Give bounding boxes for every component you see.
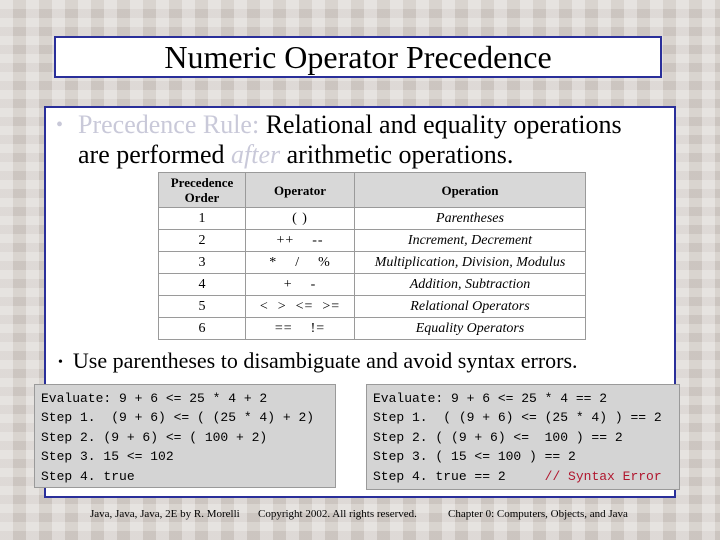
operation-cell: Multiplication, Division, Modulus [355,252,586,274]
operation-cell: Increment, Decrement [355,230,586,252]
evaluation-example-right [366,384,680,490]
rule-emphasis: after [231,140,281,169]
order-cell: 4 [159,274,246,296]
rule-text-b: are performed [78,140,232,169]
table-row [159,318,586,340]
footer-left: Java, Java, Java, 2E by R. Morelli [90,508,240,520]
header-operation: Operation [355,173,586,208]
precedence-table [158,172,586,340]
order-cell: 2 [159,230,246,252]
eval-last-step: Step 4. true == 2 [373,468,506,484]
operation-cell: Parentheses [355,208,586,230]
eval-line: Evaluate: 9 + 6 <= 25 * 4 + 2 [41,391,268,406]
table-row [159,274,586,296]
bullet-parentheses-text: Use parentheses to disambiguate and avoid syntax errors. [72,348,578,373]
operation-cell: Relational Operators [355,296,586,318]
operator-cell: * / % [246,252,355,274]
bullet-dot-icon: • [58,354,63,370]
table-row [159,230,586,252]
table-row [159,208,586,230]
bullet-dot-icon: • [56,114,64,136]
order-cell: 1 [159,208,246,230]
table-row [159,252,586,274]
evaluation-example-left [34,384,336,488]
operator-cell: == != [246,318,355,340]
order-cell: 3 [159,252,246,274]
eval-line: Step 1. (9 + 6) <= ( (25 * 4) + 2) [41,410,315,426]
eval-line: Step 2. ( (9 + 6) <= 100 ) == 2 [373,429,623,445]
eval-line: Step 3. 15 <= 102 [41,449,174,465]
bullet-parentheses [58,348,578,374]
order-cell: 5 [159,296,246,318]
header-order: Precedence Order [159,173,246,208]
syntax-error-comment: // Syntax Error [544,468,662,484]
operation-cell: Equality Operators [355,318,586,340]
footer-right: Chapter 0: Computers, Objects, and Java [448,508,628,520]
rule-text-a: Relational and equality operations [259,110,622,139]
operator-cell: + - [246,274,355,296]
operation-cell: Addition, Subtraction [355,274,586,296]
table-row [159,296,586,318]
rule-text-c: arithmetic operations. [280,140,514,169]
rule-label: Precedence Rule: [78,110,260,139]
slide-title: Numeric Operator Precedence [54,36,662,78]
eval-line [373,467,673,486]
order-cell: 6 [159,318,246,340]
operator-cell: ( ) [246,208,355,230]
header-operator: Operator [246,173,355,208]
bullet-precedence-rule [56,110,676,170]
operator-cell: ++ -- [246,230,355,252]
eval-line: Evaluate: 9 + 6 <= 25 * 4 == 2 [373,391,608,406]
eval-line: Step 3. ( 15 <= 100 ) == 2 [373,449,576,465]
eval-line: Step 2. (9 + 6) <= ( 100 + 2) [41,429,268,445]
eval-line: Step 1. ( (9 + 6) <= (25 * 4) ) == 2 [373,410,662,426]
eval-line: Step 4. true [41,468,135,484]
footer-center: Copyright 2002. All rights reserved. [258,508,417,520]
operator-cell: < > <= >= [246,296,355,318]
